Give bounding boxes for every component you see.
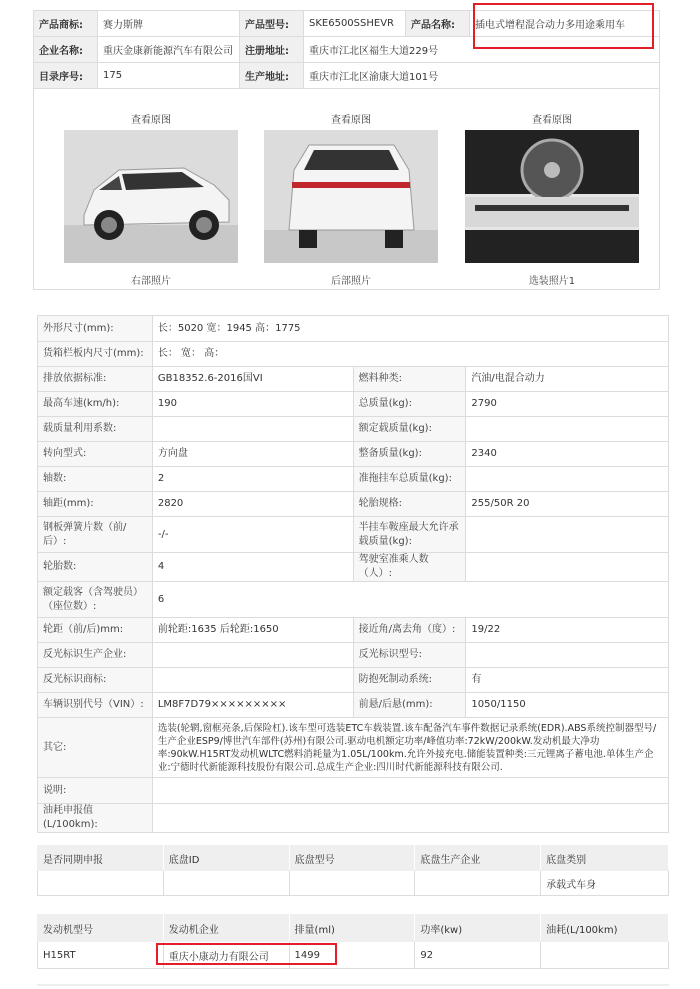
photo-card-right [64, 88, 238, 287]
spec-key: 排放依据标准: [38, 367, 153, 392]
spec-other-text: 选装(轮辋,窗框亮条,后保险杠).该车型可选装ETC车载装置.该车配备汽车事件数据记录系统(EDR).ABS系统控制器型号/生产企业ESP9/博世汽车部件(苏州)有限公司.驱动电机额定功率/峰值功率:72kW/200kW.发动机最大净功率:90kW.H15RT发动机WLTC燃料消耗量为1.05L/100km.允许外接充电.储能装置种类:三元锂离子蓄电池.单体生产企业:宁德时代新能源科技股份有限公司.总成生产企业:四川时代新能源科技有限公司. [152, 718, 668, 778]
chassis-cell [38, 871, 164, 896]
spec-key: 轮距（前/后)mm: [38, 618, 153, 643]
prod-addr-value: 重庆市江北区渝康大道101号 [304, 63, 660, 89]
spec-key: 总质量(kg): [353, 392, 466, 417]
chassis-cell [289, 871, 415, 896]
spec-value [466, 643, 669, 668]
name-value: 插电式增程混合动力多用途乘用车 [470, 11, 660, 37]
spec-value: 长： 宽： 高： [152, 342, 668, 367]
chassis-header: 底盘类别 [541, 846, 669, 871]
wheel-detail-image [465, 130, 639, 263]
reg-addr-value: 重庆市江北区福生大道229号 [304, 37, 660, 63]
reg-addr-label: 注册地址: [240, 37, 304, 63]
spec-value [466, 417, 669, 442]
photo-optional[interactable] [465, 130, 639, 263]
spec-key: 轴数: [38, 467, 153, 492]
spec-value: 2820 [152, 492, 353, 517]
chassis-cell [163, 871, 289, 896]
photo-caption: 右部照片 [131, 276, 171, 287]
spec-value: 4 [152, 553, 353, 582]
engine-header: 油耗(L/100km) [541, 915, 669, 942]
engine-header: 功率(kw) [415, 915, 541, 942]
spec-value: 2 [152, 467, 353, 492]
spec-key: 半挂车鞍座最大允许承载质量(kg): [353, 517, 466, 553]
spec-value: 19/22 [466, 618, 669, 643]
spec-key: 反光标识商标: [38, 668, 153, 693]
spec-key: 准拖挂车总质量(kg): [353, 467, 466, 492]
spec-key: 防抱死制动系统: [353, 668, 466, 693]
engine-displacement: 1499 [289, 942, 415, 969]
chassis-header: 底盘型号 [289, 846, 415, 871]
view-original-link[interactable]: 查看原图 [131, 115, 171, 126]
spec-value: LM8F7D79××××××××× [152, 693, 353, 718]
spec-key: 额定载质量(kg): [353, 417, 466, 442]
spec-key: 最高车速(km/h): [38, 392, 153, 417]
highlight-box-engine [156, 943, 337, 965]
engine-header: 发动机型号 [38, 915, 164, 942]
chassis-header: 是否同期申报 [38, 846, 164, 871]
spec-key: 轴距(mm): [38, 492, 153, 517]
model-value: SKE6500SSHEVR [304, 11, 406, 37]
model-label: 产品型号: [240, 11, 304, 37]
divider [37, 984, 669, 986]
spec-key: 外形尺寸(mm): [38, 316, 153, 342]
spec-key: 钢板弹簧片数（前/后）: [38, 517, 153, 553]
spec-key: 货箱栏板内尺寸(mm): [38, 342, 153, 367]
spec-key: 整备质量(kg): [353, 442, 466, 467]
engine-header: 排量(ml) [289, 915, 415, 942]
photo-card-optional [465, 88, 639, 287]
spec-key: 轮胎数: [38, 553, 153, 582]
spec-value [152, 417, 353, 442]
engine-company: 重庆小康动力有限公司 [163, 942, 289, 969]
catalog-label: 目录序号: [34, 63, 98, 89]
photo-gallery [33, 88, 660, 290]
chassis-cell [415, 871, 541, 896]
spec-value: 方向盘 [152, 442, 353, 467]
spec-value [152, 643, 353, 668]
highlight-box-product-name [473, 3, 654, 49]
spec-key: 反光标识型号: [353, 643, 466, 668]
spec-value [466, 553, 669, 582]
spec-value: 前轮距:1635 后轮距:1650 [152, 618, 353, 643]
engine-fuel [541, 942, 669, 969]
spec-value [152, 804, 668, 833]
spec-value: 有 [466, 668, 669, 693]
spec-value: 长：5020 宽：1945 高：1775 [152, 316, 668, 342]
company-label: 企业名称: [34, 37, 98, 63]
spec-value [466, 467, 669, 492]
photo-right-side[interactable] [64, 130, 238, 263]
spec-value: 6 [152, 582, 668, 618]
brand-value: 赛力斯牌 [98, 11, 240, 37]
view-original-link[interactable]: 查看原图 [532, 115, 572, 126]
spec-key: 油耗申报值(L/100km): [38, 804, 153, 833]
engine-model: H15RT [38, 942, 164, 969]
prod-addr-label: 生产地址: [240, 63, 304, 89]
photo-caption: 选装照片1 [528, 276, 576, 287]
spec-value: 1050/1150 [466, 693, 669, 718]
spec-value: -/- [152, 517, 353, 553]
suv-rear-image [264, 130, 438, 263]
chassis-cell: 承载式车身 [541, 871, 669, 896]
spec-key: 说明: [38, 778, 153, 804]
spec-table [37, 315, 669, 833]
spec-key: 其它: [38, 718, 153, 778]
spec-key: 驾驶室准乘人数（人）: [353, 553, 466, 582]
spec-value [152, 778, 668, 804]
chassis-header: 底盘ID [163, 846, 289, 871]
photo-caption: 后部照片 [331, 276, 371, 287]
engine-power: 92 [415, 942, 541, 969]
spec-key: 前悬/后悬(mm): [353, 693, 466, 718]
spec-key: 接近角/离去角（度）: [353, 618, 466, 643]
spec-key: 载质量利用系数: [38, 417, 153, 442]
company-value: 重庆金康新能源汽车有限公司 [98, 37, 240, 63]
spec-value: GB18352.6-2016国VI [152, 367, 353, 392]
brand-label: 产品商标: [34, 11, 98, 37]
spec-value [466, 517, 669, 553]
spec-key: 轮胎规格: [353, 492, 466, 517]
view-original-link[interactable]: 查看原图 [331, 115, 371, 126]
chassis-header: 底盘生产企业 [415, 846, 541, 871]
engine-header: 发动机企业 [163, 915, 289, 942]
catalog-value: 175 [98, 63, 240, 89]
spec-value: 255/50R 20 [466, 492, 669, 517]
engine-table [37, 914, 669, 969]
spec-value: 2790 [466, 392, 669, 417]
spec-key: 燃料种类: [353, 367, 466, 392]
photo-card-rear [264, 88, 438, 287]
name-label: 产品名称: [406, 11, 470, 37]
spec-key: 转向型式: [38, 442, 153, 467]
chassis-table [37, 845, 669, 896]
photo-rear[interactable] [264, 130, 438, 263]
spec-value: 190 [152, 392, 353, 417]
spec-key: 反光标识生产企业: [38, 643, 153, 668]
spec-value: 2340 [466, 442, 669, 467]
spec-key: 车辆识别代号（VIN）: [38, 693, 153, 718]
suv-side-image [64, 130, 238, 263]
spec-value: 汽油/电混合动力 [466, 367, 669, 392]
spec-value [152, 668, 353, 693]
spec-key: 额定载客（含驾驶员）（座位数）: [38, 582, 153, 618]
